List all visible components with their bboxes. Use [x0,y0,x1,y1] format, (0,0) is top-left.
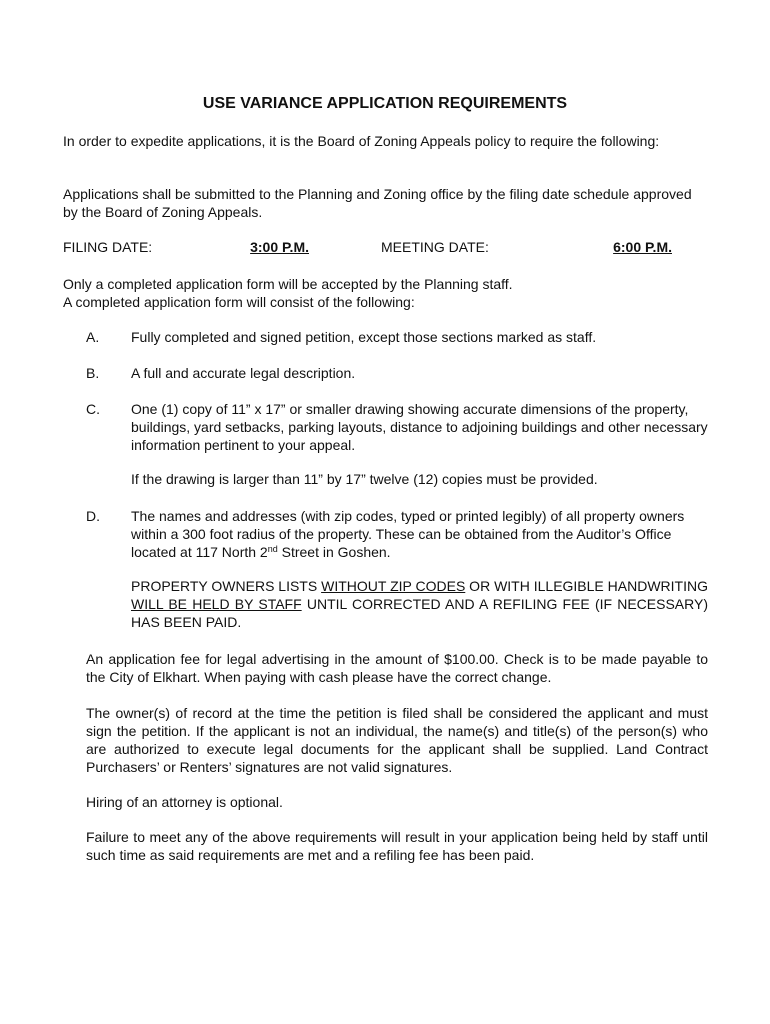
failure-paragraph: Failure to meet any of the above requirements will result in your application being held by staff until such time as said requirements are met and a refiling fee has been paid. [86,829,708,863]
list-letter: D. [86,508,100,524]
list-item-text: Fully completed and signed petition, except those sections marked as staff. [131,329,597,345]
list-item-text: The names and addresses (with zip codes, typed or printed legibly) of all property owners within a 300 foot radius of the property. These can be obtained from the Auditor’s Office located at 117 North 2nd Street in Goshen. [131,508,685,560]
owner-list-warning: PROPERTY OWNERS LISTS WITHOUT ZIP CODES OR WITH ILLEGIBLE HANDWRITING WILL BE HELD BY STAFF UNTIL CORRECTED AND A REFILING FEE (IF NECESSARY) HAS BEEN PAID. [131,578,708,630]
intro-paragraph: In order to expedite applications, it is the Board of Zoning Appeals policy to require the following: [63,133,660,149]
owners-paragraph: The owner(s) of record at the time the petition is filed shall be considered the applicant and must sign the petition. If the applicant is not an individual, the name(s) and title(s) of the person(s) who are authorized to execute legal documents for the applicant shall be supplied. Land Contract Purchasers’ or Renters’ signatures are not valid signatures. [86,705,708,775]
list-letter: B. [86,365,100,381]
meeting-date-field: 6:00 P.M. [613,239,672,255]
list-letter: C. [86,401,100,417]
list-letter: A. [86,329,100,345]
filing-schedule-line [63,238,708,258]
list-item-text: One (1) copy of 11” x 17” or smaller drawing showing accurate dimensions of the property, buildings, yard setbacks, parking layouts, distance to adjoining buildings and other necessary information pertinent to your appeal. [131,401,708,453]
completed-form-line-1: Only a completed application form will be accepted by the Planning staff. [63,276,513,292]
list-item-text: A full and accurate legal description. [131,365,356,381]
fee-paragraph: An application fee for legal advertising in the amount of $100.00. Check is to be made payable to the City of Elkhart. When paying with cash please have the correct change. [86,651,708,685]
filing-date-label: FILING DATE: [63,239,153,255]
completed-form-line-2: A completed application form will consist of the following: [63,294,415,310]
filing-date-field: 3:00 P.M. [250,239,309,255]
document-title: USE VARIANCE APPLICATION REQUIREMENTS [202,95,568,112]
meeting-date-label: MEETING DATE: [381,239,489,255]
drawing-size-note: If the drawing is larger than 11” by 17” twelve (12) copies must be provided. [131,471,598,487]
attorney-paragraph: Hiring of an attorney is optional. [86,794,283,810]
submission-paragraph: Applications shall be submitted to the Planning and Zoning office by the filing date schedule approved by the Board of Zoning Appeals. [63,186,692,220]
